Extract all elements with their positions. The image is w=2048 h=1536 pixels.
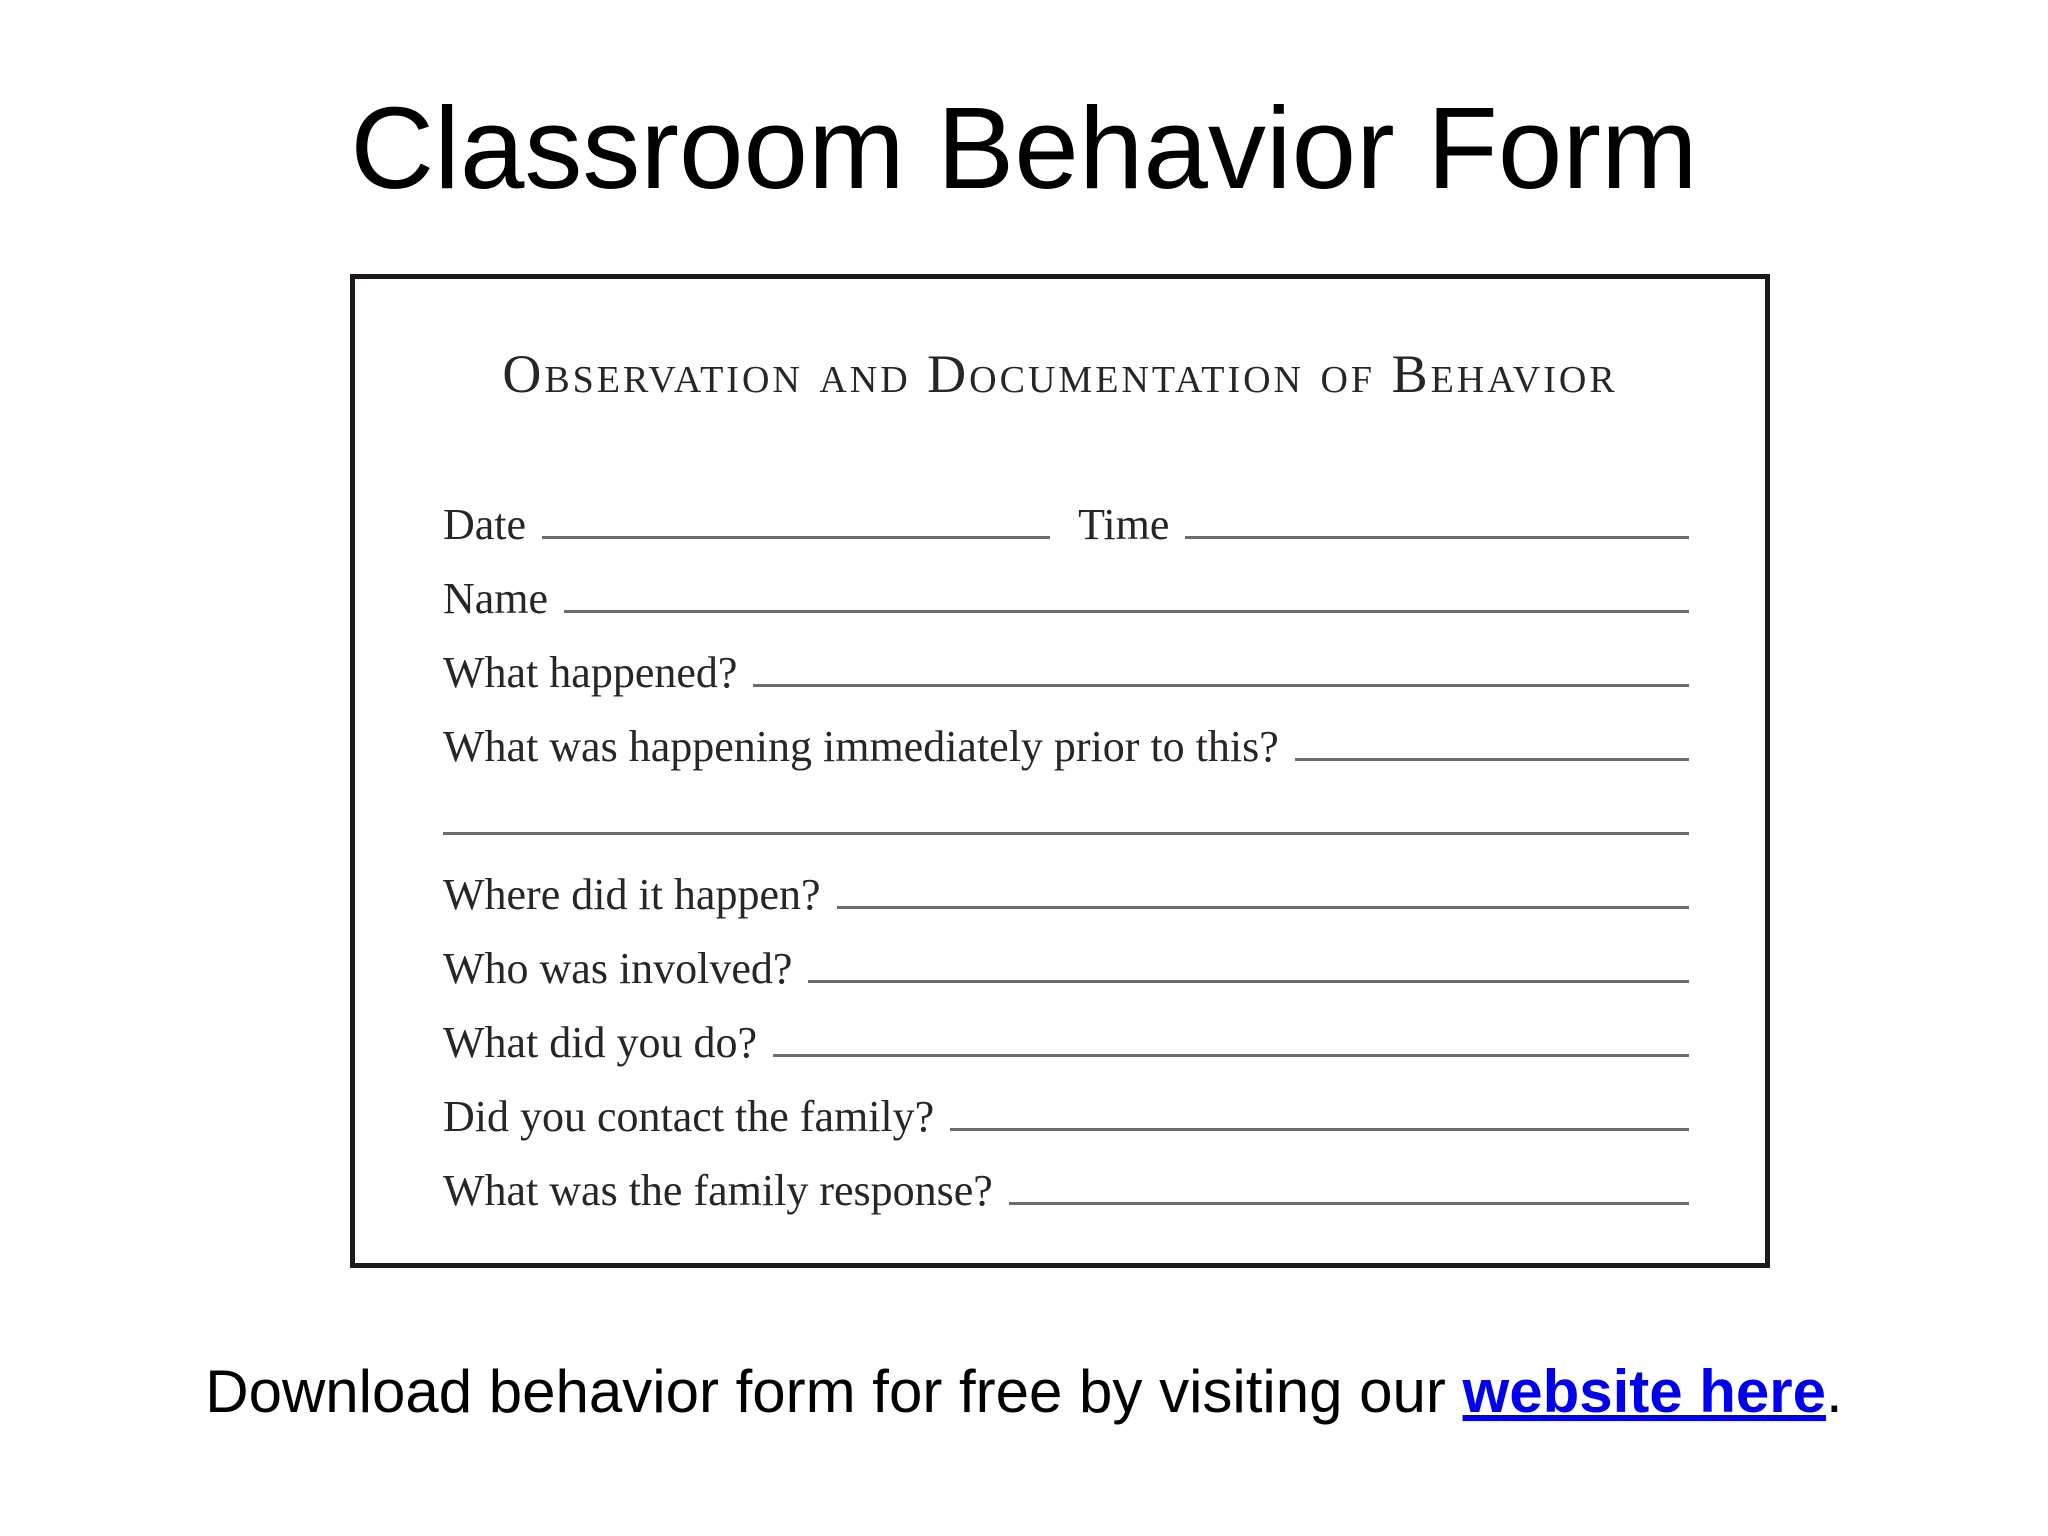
what-happened-field-line[interactable] [753, 684, 1689, 687]
field-label: Who was involved? [443, 944, 793, 993]
date-label: Date [443, 500, 527, 549]
footer-period: . [1826, 1358, 1843, 1425]
field-label: Where did it happen? [443, 870, 821, 919]
field-label: Name [443, 574, 549, 623]
who-field-line[interactable] [808, 980, 1689, 983]
field-label: What was the family response? [443, 1166, 993, 1215]
form-row-date-time [443, 479, 1689, 553]
form-row-contact-family [443, 1071, 1689, 1145]
form-row-prior-continued [443, 775, 1689, 849]
date-field-line[interactable] [542, 536, 1050, 539]
field-label: Did you contact the family? [443, 1092, 935, 1141]
field-label: What did you do? [443, 1018, 758, 1067]
form-row-what-happened [443, 627, 1689, 701]
name-field-line[interactable] [564, 610, 1689, 613]
time-label: Time [1078, 500, 1170, 549]
time-field-line[interactable] [1185, 536, 1689, 539]
behavior-form-card [350, 274, 1770, 1268]
prior-field-line[interactable] [1295, 758, 1689, 761]
form-row-family-response [443, 1145, 1689, 1219]
form-row-who [443, 923, 1689, 997]
form-row-prior [443, 701, 1689, 775]
where-field-line[interactable] [837, 906, 1689, 909]
slide-title: Classroom Behavior Form [350, 83, 1698, 213]
footer-text: Download behavior form for free by visiting our [205, 1358, 1463, 1425]
download-footer [0, 1358, 2048, 1425]
website-link[interactable]: website here [1462, 1358, 1827, 1425]
contact-family-field-line[interactable] [950, 1128, 1689, 1131]
field-label: What was happening immediately prior to this? [443, 722, 1279, 771]
form-heading: Observation and Documentation of Behavior [502, 344, 1618, 404]
form-row-name [443, 553, 1689, 627]
form-fields [443, 479, 1689, 1219]
form-row-where [443, 849, 1689, 923]
field-label: What happened? [443, 648, 738, 697]
form-row-what-did-you-do [443, 997, 1689, 1071]
family-response-field-line[interactable] [1009, 1202, 1689, 1205]
prior-continued-field-line[interactable] [443, 832, 1689, 835]
what-did-you-do-field-line[interactable] [773, 1054, 1689, 1057]
